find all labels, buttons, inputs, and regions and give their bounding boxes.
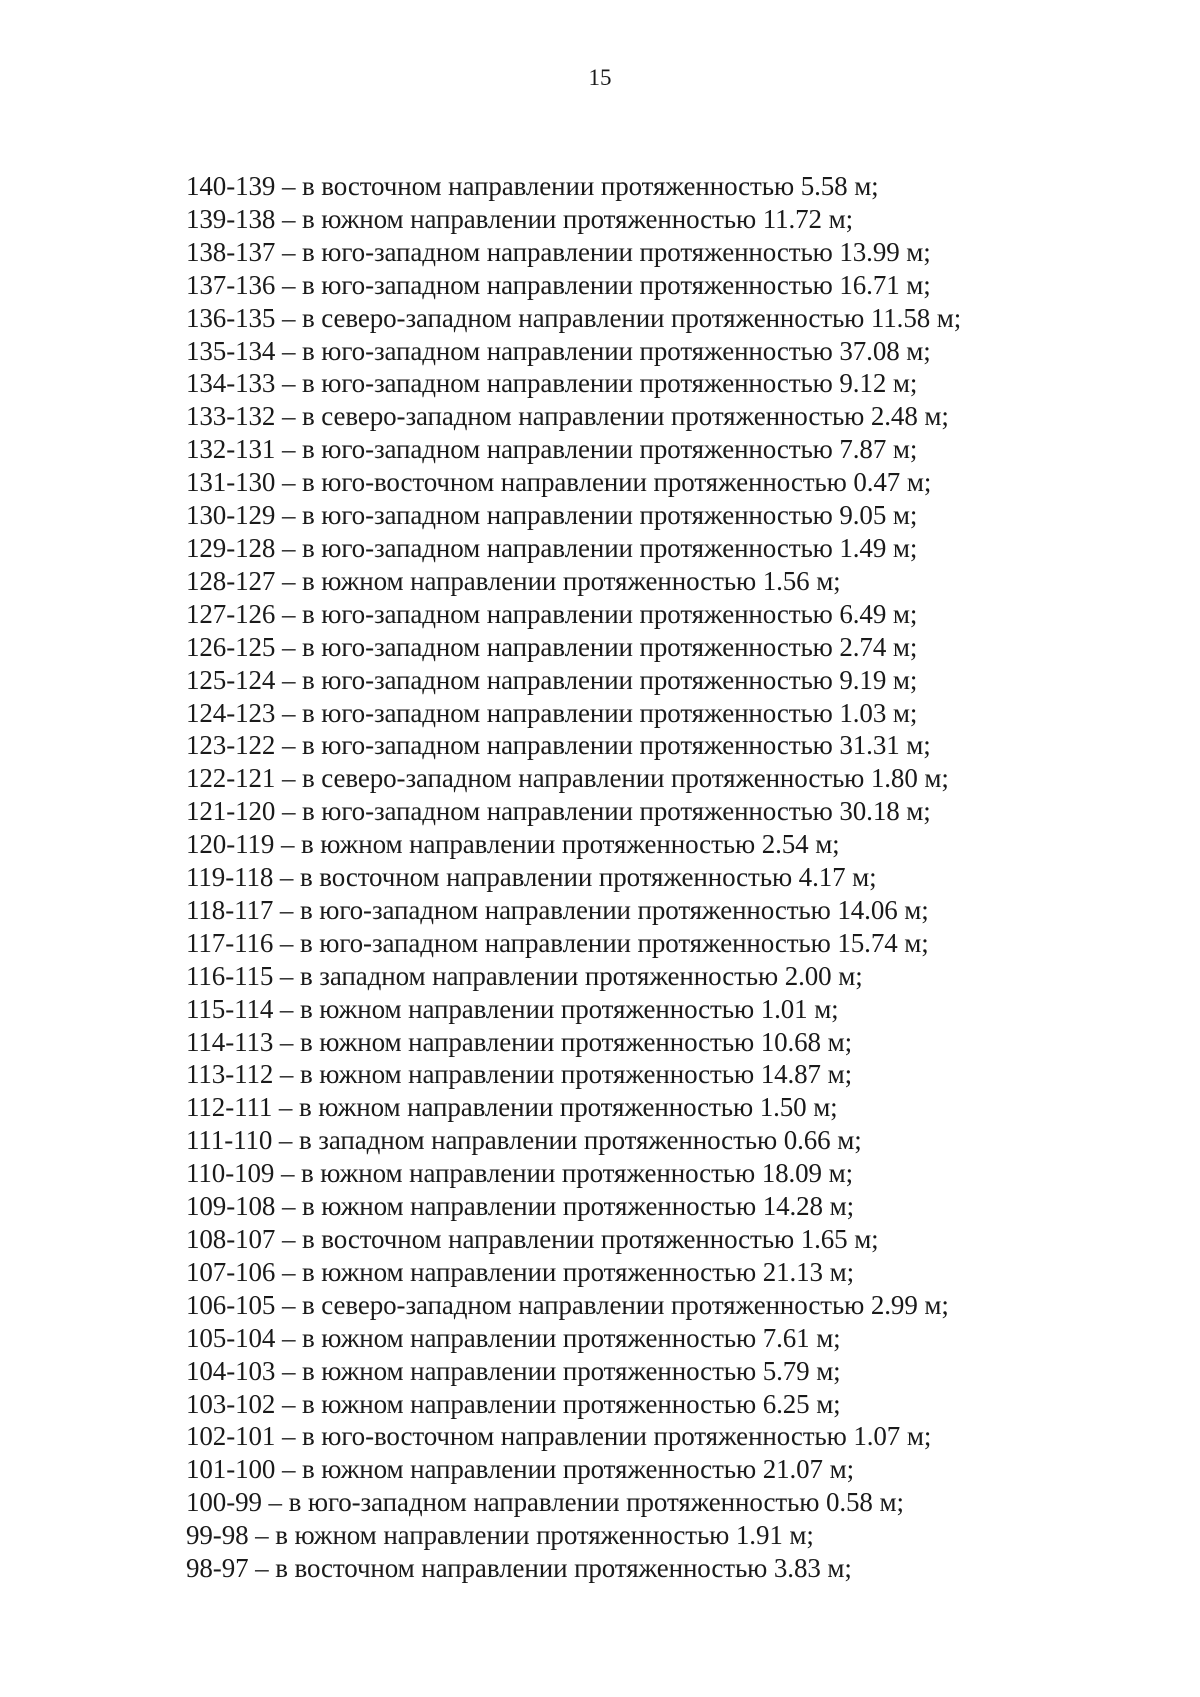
- segment-139-138: 139-138 – в южном направлении протяженностью 11.72 м;: [186, 203, 853, 234]
- segment-121-120: 121-120 – в юго-западном направлении протяженностью 30.18 м;: [186, 796, 931, 827]
- segment-119-118: 119-118 – в восточном направлении протяженностью 4.17 м;: [186, 862, 877, 893]
- segment-133-132: 133-132 – в северо-западном направлении протяженностью 2.48 м;: [186, 401, 949, 432]
- boundary-segment-list: [186, 170, 961, 1585]
- segment-130-129: 130-129 – в юго-западном направлении протяженностью 9.05 м;: [186, 500, 918, 531]
- segment-102-101: 102-101 – в юго-восточном направлении протяженностью 1.07 м;: [186, 1421, 932, 1452]
- segment-113-112: 113-112 – в южном направлении протяженностью 14.87 м;: [186, 1059, 852, 1090]
- segment-135-134: 135-134 – в юго-западном направлении протяженностью 37.08 м;: [186, 335, 931, 366]
- segment-136-135: 136-135 – в северо-западном направлении протяженностью 11.58 м;: [186, 302, 962, 333]
- segment-99-98: 99-98 – в южном направлении протяженностью 1.91 м;: [186, 1520, 814, 1551]
- segment-138-137: 138-137 – в юго-западном направлении протяженностью 13.99 м;: [186, 236, 931, 267]
- segment-117-116: 117-116 – в юго-западном направлении протяженностью 15.74 м;: [186, 927, 929, 958]
- segment-124-123: 124-123 – в юго-западном направлении протяженностью 1.03 м;: [186, 697, 918, 728]
- segment-127-126: 127-126 – в юго-западном направлении протяженностью 6.49 м;: [186, 598, 918, 629]
- segment-115-114: 115-114 – в южном направлении протяженностью 1.01 м;: [186, 993, 839, 1024]
- segment-100-99: 100-99 – в юго-западном направлении протяженностью 0.58 м;: [186, 1487, 904, 1518]
- segment-137-136: 137-136 – в юго-западном направлении протяженностью 16.71 м;: [186, 269, 931, 300]
- segment-120-119: 120-119 – в южном направлении протяженностью 2.54 м;: [186, 829, 840, 860]
- segment-111-110: 111-110 – в западном направлении протяженностью 0.66 м;: [186, 1125, 862, 1156]
- segment-110-109: 110-109 – в южном направлении протяженностью 18.09 м;: [186, 1158, 853, 1189]
- segment-116-115: 116-115 – в западном направлении протяженностью 2.00 м;: [186, 960, 863, 991]
- segment-118-117: 118-117 – в юго-западном направлении протяженностью 14.06 м;: [186, 894, 929, 925]
- segment-105-104: 105-104 – в южном направлении протяженностью 7.61 м;: [186, 1322, 841, 1353]
- segment-114-113: 114-113 – в южном направлении протяженностью 10.68 м;: [186, 1026, 852, 1057]
- segment-128-127: 128-127 – в южном направлении протяженностью 1.56 м;: [186, 565, 841, 596]
- segment-109-108: 109-108 – в южном направлении протяженностью 14.28 м;: [186, 1191, 854, 1222]
- segment-125-124: 125-124 – в юго-западном направлении протяженностью 9.19 м;: [186, 664, 918, 695]
- segment-131-130: 131-130 – в юго-восточном направлении протяженностью 0.47 м;: [186, 467, 932, 498]
- segment-103-102: 103-102 – в южном направлении протяженностью 6.25 м;: [186, 1388, 841, 1419]
- segment-107-106: 107-106 – в южном направлении протяженностью 21.13 м;: [186, 1256, 854, 1287]
- segment-129-128: 129-128 – в юго-западном направлении протяженностью 1.49 м;: [186, 532, 918, 563]
- segment-140-139: 140-139 – в восточном направлении протяженностью 5.58 м;: [186, 171, 879, 201]
- segment-134-133: 134-133 – в юго-западном направлении протяженностью 9.12 м;: [186, 368, 918, 399]
- segment-126-125: 126-125 – в юго-западном направлении протяженностью 2.74 м;: [186, 631, 918, 662]
- segment-101-100: 101-100 – в южном направлении протяженностью 21.07 м;: [186, 1454, 854, 1485]
- segment-132-131: 132-131 – в юго-западном направлении протяженностью 7.87 м;: [186, 434, 918, 465]
- segment-123-122: 123-122 – в юго-западном направлении протяженностью 31.31 м;: [186, 730, 931, 761]
- segment-112-111: 112-111 – в южном направлении протяженностью 1.50 м;: [186, 1092, 838, 1123]
- segment-104-103: 104-103 – в южном направлении протяженностью 5.79 м;: [186, 1355, 841, 1386]
- segment-98-97: 98-97 – в восточном направлении протяженностью 3.83 м;: [186, 1553, 852, 1584]
- page-number: 15: [588, 65, 612, 90]
- segment-108-107: 108-107 – в восточном направлении протяженностью 1.65 м;: [186, 1224, 879, 1254]
- segment-122-121: 122-121 – в северо-западном направлении протяженностью 1.80 м;: [186, 763, 949, 794]
- segment-106-105: 106-105 – в северо-западном направлении протяженностью 2.99 м;: [186, 1289, 949, 1320]
